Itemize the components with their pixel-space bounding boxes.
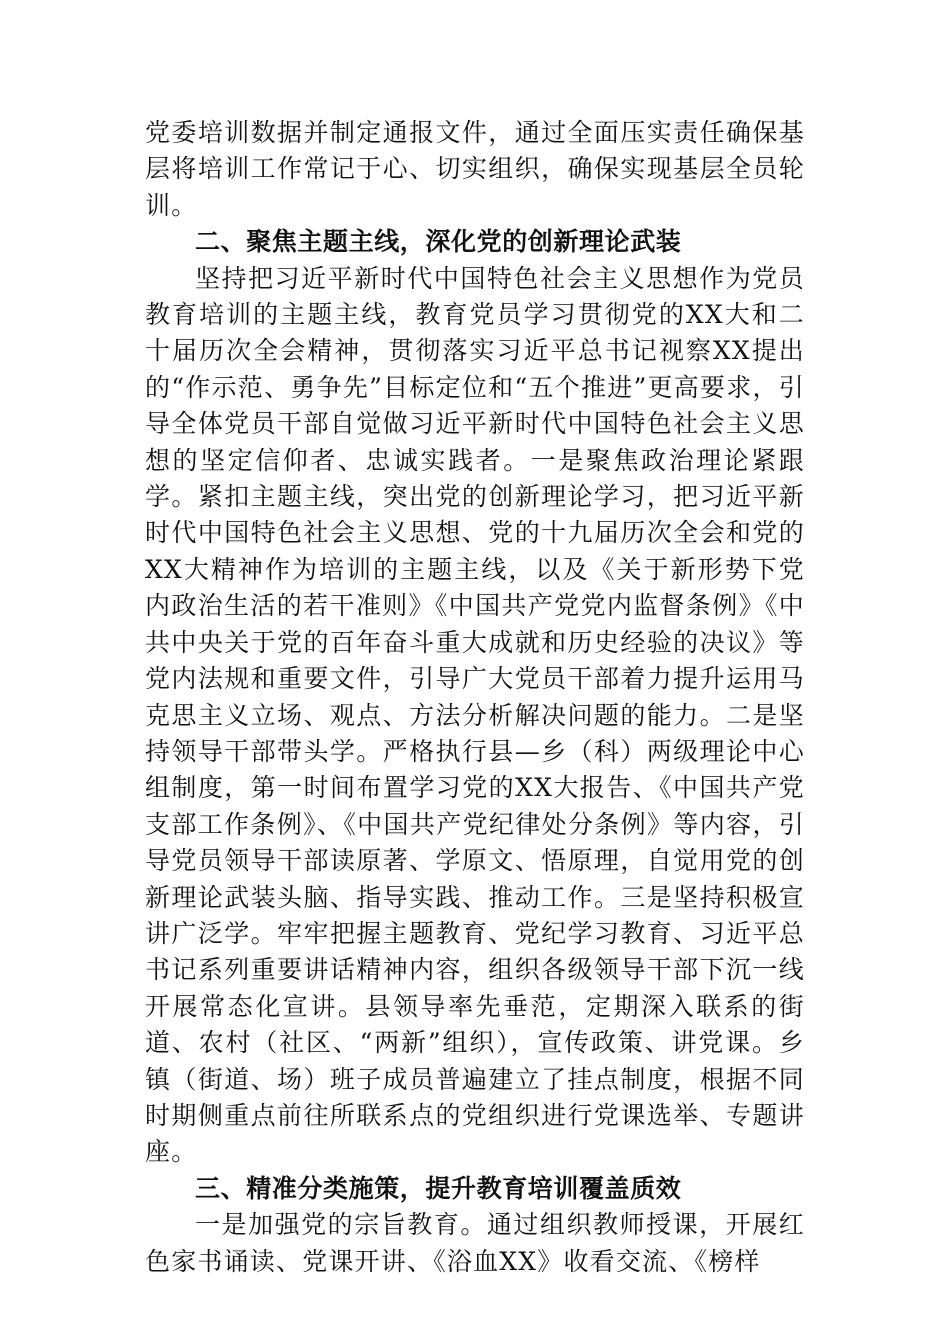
section-heading-2: 二、聚焦主题主线，深化党的创新理论武装 [195, 227, 682, 257]
section-2-paragraph: 坚持把习近平新时代中国特色社会主义思想作为党员教育培训的主题主线，教育党员学习贯彻党的XX大和二十届历次全会精神，贯彻落实习近平总书记视察XX提出的“作示范、勇争先”目标定位和“五个推进”更高要求，引导全体党员干部自觉做习近平新时代中国特色社会主义思想的坚定信仰者、忠诚实践者。一是聚焦政治理论紧跟学。紧扣主题主线，突出党的创新理论学习，把习近平新时代中国特色社会主义思想、党的十九届历次全会和党的XX大精神作为培训的主题主线，以及《关于新形势下党内政治生活的若干准则》《中国共产党党内监督条例》《中共中央关于党的百年奋斗重大成就和历史经验的决议》等党内法规和重要文件，引导广大党员干部着力提升运用马克思主义立场、观点、方法分析解决问题的能力。二是坚持领导干部带头学。严格执行县—乡（科）两级理论中心组制度，第一时间布置学习党的XX大报告、《中国共产党支部工作条例》、《中国共产党纪律处分条例》等内容，引导党员领导干部读原著、学原文、悟原理，自觉用党的创新理论武装头脑、指导实践、推动工作。三是坚持积极宣讲广泛学。牢牢把握主题教育、党纪学习教育、习近平总书记系列重要讲话精神内容，组织各级领导干部下沉一线开展常态化宣讲。县领导率先垂范，定期深入联系的街道、农村（社区、“两新”组织），宣传政策、讲党课。乡镇（街道、场）班子成员普遍建立了挂点制度，根据不同时期侧重点前往所联系点的党组织进行党课选举、专题讲座。 [145, 263, 805, 1167]
section-3-paragraph: 一是加强党的宗旨教育。通过组织教师授课，开展红色家书诵读、党课开讲、《浴血XX》收看交流、《榜样 [145, 1210, 805, 1276]
section-heading-3: 三、精准分类施策，提升教育培训覆盖质效 [195, 1173, 682, 1203]
continued-paragraph: 党委培训数据并制定通报文件，通过全面压实责任确保基层将培训工作常记于心、切实组织，确保实现基层全员轮训。 [145, 118, 805, 220]
document-page [145, 115, 805, 1280]
